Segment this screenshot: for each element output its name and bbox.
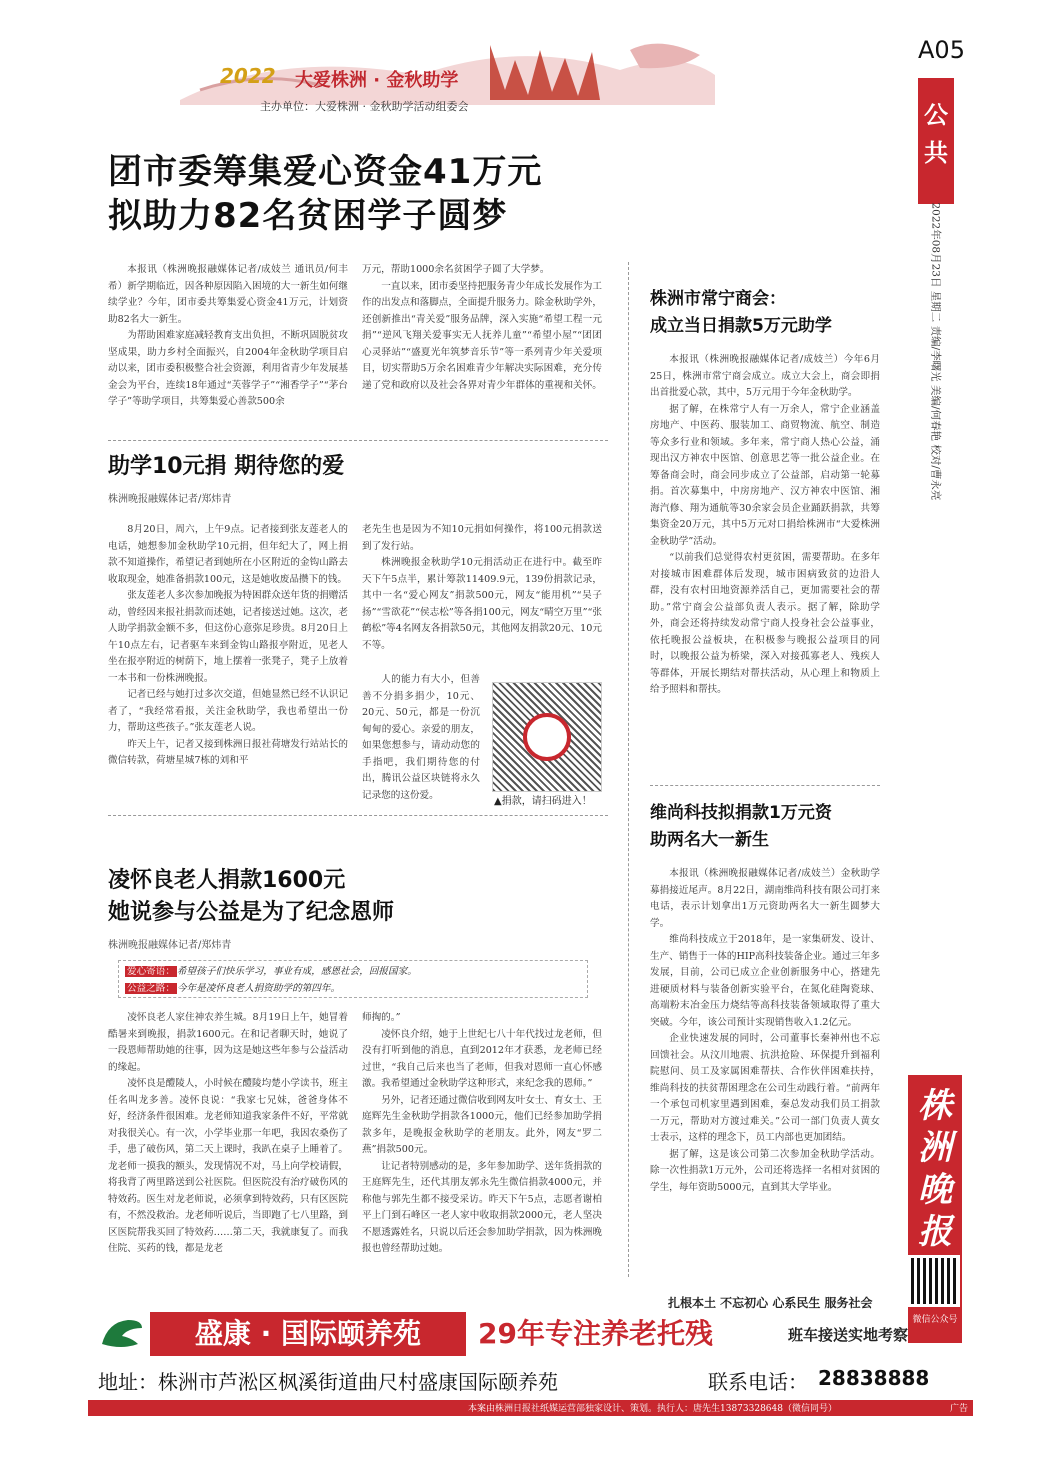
advertisement[interactable] xyxy=(88,1290,973,1420)
article2-title: 助学10元捐 期待您的爱 xyxy=(108,454,345,479)
column-divider xyxy=(628,262,629,1277)
divider xyxy=(108,440,608,441)
right2-body: 本报讯（株洲晚报融媒体记者/成妓兰）金秋助学募捐接近尾声。8月22日，湖南维尚科技有限公司打来电话，表示计划拿出1万元资助两名大一新生圆梦大学。 维尚科技成立于2018年，是一家集研发、设计、生产、销售于一体的HIP高科技装备企业。通过三年多发展，目前，公司已成立企业创新服务中心，搭建先进硬质材料与装备创新实验平台，在氮化硅陶瓷球、高端粉末冶金压力烧结等高科技装备领域取得了重大突破。今年，该公司预计实现销售收入1.2亿元。 企业快速发展的同时，公司董事长秦神州也不忘回馈社会。从汶川地震、抗洪抢险、环保提升到福利院慰问、员工及家属困难帮扶、合作伙伴困难扶持，维尚科技的扶贫帮困理念在公司生动践行着。“前两年一个承包司机家里遇到困难，秦总发动我们员工捐款一万元，帮助对方渡过难关。”公司一部门负责人黄女士表示，这样的理念下，员工内部也更加团结。 据了解，这是该公司第二次参加金秋助学活动。除一次性捐款1万元外，公司还将选择一名相对贫困的学生，每年资助5000元，直到其大学毕业。 xyxy=(650,868,880,1193)
wish-label: 爱心寄语： xyxy=(127,966,175,977)
article3-byline: 株洲晚报融媒体记者/郑炜青 xyxy=(108,940,232,951)
article2-col2: 老先生也是因为不知10元捐如何操作，将100元捐款送到了发行站。 株洲晚报金秋助学10元捐活动正在进行中。截至昨天下午5点半，累计筹款11409.9元，139份捐款记录，其中一名“爱心网友”捐款500元，网友“能用机”“吴子扬”“雪欲花”“侯志松”等各捐100元，网友“晴空万里”“张鹤松”等4名网友各捐款50元，其他网友捐款20元、10元不等。 xyxy=(362,524,602,651)
donation-qr-code[interactable] xyxy=(492,682,602,792)
qr-caption: ▲捐款，请扫码进入！ xyxy=(494,796,592,807)
ad-address: 地址：株洲市芦淞区枫溪街道曲尺村盛康国际颐养苑 xyxy=(98,1370,558,1394)
article2-col2-narrow: 人的能力有大小，但善善不分捐多捐少，10元、20元、50元，都是一份沉甸甸的爱心。亲爱的朋友，如果您想参与，请动动您的手指吧，我们期待您的付出，腾讯公益区块链将永久记录您的这份爱。 xyxy=(362,674,480,801)
banner-title: 大爱株洲 · 金秋助学 xyxy=(295,70,459,91)
divider xyxy=(108,815,608,816)
banner xyxy=(160,30,720,115)
side-info: 2022年08月23日 星期二 责编/李曙光 美编/何春艳 校对/曹永亮 xyxy=(929,202,942,501)
main-title-line1: 团市委筹集爱心资金41万元 xyxy=(108,152,543,192)
qr-label: 微信公众号 xyxy=(912,1315,958,1325)
right2-title-line1: 维尚科技拟捐款1万元资 xyxy=(650,803,832,823)
right1-title-line1: 株洲市常宁商会： xyxy=(650,289,786,309)
main-col1: 本报讯（株洲晚报融媒体记者/成妓兰 通讯员/何丰希）新学期临近，因各种原因陷入困境的大一新生如何继续学业？今年，团市委共筹集爱心资金41万元，计划资助82名大一新生。 为帮助困难家庭减轻教育支出负担，不断巩固脱贫攻坚成果，助力乡村全面振兴，自2004年金秋助学项目启动以来，团市委积极整合社会资源，利用省青少年发展基金会为平台，连续18年通过“芙蓉学子”“湘香学子”“茅台学子”等助学项目，共筹集爱心善款500余 xyxy=(108,264,348,407)
ad-headline: 29年专注养老托残 xyxy=(478,1317,713,1350)
divider xyxy=(650,785,880,786)
right1-body: 本报讯（株洲晚报融媒体记者/成妓兰）今年6月25日，株洲市常宁商会成立。成立大会上，商会即捐出首批爱心款，其中，5万元用于今年金秋助学。 据了解，在株常宁人有一万余人，常宁企业涵盖房地产、中医药、服装加工、商贸物流、航空、制造等众多行业和领域。多年来，常宁商人热心公益，涌现出汉方神农中医馆、创意思艺等一批公益企业。在筹备商会时，商会同步成立了公益部，启动第一轮募捐。首次募集中，中房房地产、汉方神农中医馆、湘海汽修、翔为通航等30余家会员企业踊跃捐款，共筹集资金20万元，其中5万元对口捐给株洲市“大爱株洲 金秋助学”活动。 “以前我们总觉得农村更贫困，需要帮助。在多年对接城市困难群体后发现，城市困病致贫的边沿人群，没有农村田地资源养活自己，更加需要社会的帮助。”常宁商会公益部负责人表示。据了解，除助学外，商会还将持续发动常宁商人投身社会公益事业，依托晚报公益板块，在积极参与晚报公益项目的同时，以晚报公益为桥梁，深入对接孤寡老人、残疾人等群体，开展长期结对帮扶活动，从心理上和物质上给予照料和帮扶。 xyxy=(650,354,880,695)
section-label: 公共 xyxy=(924,101,948,167)
right2-title-line2: 助两名大一新生 xyxy=(650,830,769,850)
masthead-logo: 株洲晚报 xyxy=(918,1086,952,1252)
ad-phone-label: 联系电话： xyxy=(708,1370,808,1394)
ad-tag: 广告 xyxy=(950,1404,969,1414)
banner-organizer: 主办单位：大爱株洲 · 金秋助学活动组委会 xyxy=(260,100,469,113)
banner-year: 2022 xyxy=(220,64,276,88)
article3-col2: 师掏的。” 凌怀良介绍，她于上世纪七八十年代找过龙老师，但没有打听到他的消息，直到2012年才获悉，龙老师已经过世，“我自己后来也当了老师，但我对恩师一直心怀感激。我希望通过金秋助学这种形式，来纪念我的恩师。” 另外，记者还通过微信收到网友叶女士、育女士、王庭辉先生金秋助学捐款各1000元，他们已经参加助学捐款多年，是晚报金秋助学的老朋友。此外，网友“罗二燕”捐款500元。 让记者特别感动的是，多年参加助学、送年货捐款的王庭辉先生，还代其朋友郭永先生微信捐款4000元，并称他与郭先生都不接受采访。昨天下午5点，志愿者谢柏平上门到石峰区一老人家中收取捐款2000元，老人坚决不愿透露姓名，只说以后还会参加助学捐款，因为株洲晚报也曾经帮助过她。 xyxy=(362,1012,602,1254)
ad-brand: 盛康 · 国际颐养苑 xyxy=(150,1312,466,1356)
article3-title-line2: 她说参与公益是为了纪念恩师 xyxy=(108,900,395,925)
right1-title-line2: 成立当日捐款5万元助学 xyxy=(650,316,832,336)
article3-quote-box: 爱心寄语： 希望孩子们快乐学习，事业有成，感恩社会，回报国家。 公益之路： 今年是凌怀良老人捐资助学的第四年。 xyxy=(118,960,588,998)
main-title-line2: 拟助力82名贫困学子圆梦 xyxy=(108,196,508,236)
ad-phone[interactable]: 28838888 xyxy=(818,1366,930,1390)
hand-leaf-logo-icon xyxy=(98,1314,146,1354)
article3-title-line1: 凌怀良老人捐款1600元 xyxy=(108,868,346,893)
ad-footer-text: 本案由株洲日报社纸媒运营部独家设计、策划。执行人：唐先生13873328648（微信同号） xyxy=(468,1404,837,1414)
article2-byline: 株洲晚报融媒体记者/郑炜青 xyxy=(108,494,232,505)
ad-slogan-top: 扎根本土 不忘初心 心系民生 服务社会 xyxy=(668,1296,873,1310)
path-label: 公益之路： xyxy=(127,983,175,994)
ad-slogan-right: 班车接送实地考察 xyxy=(788,1326,909,1344)
page-number: A05 xyxy=(918,36,965,64)
article2-col1: 8月20日，周六，上午9点。记者接到张友莲老人的电话，她想参加金秋助学10元捐，但年纪大了，网上捐款不知道操作，希望记者到她所在小区附近的金钩山路去收取现金，她准备捐款100元，这是她收废品攒下的钱。 张友莲老人多次参加晚报为特困群众送年货的捐赠活动，曾经因来报社捐款而述她，记者接送过她。这次，老人助学捐款金额不多，但这份心意弥足珍贵。8月20日上午10点左右，记者驱车来到金钩山路报亭附近，见老人坐在报亭附近的树荫下，地上摆着一张凳子，凳子上放着一本书和一份株洲晚报。 记者已经与她打过多次交道，但她显然已经不认识记者了，“我经常看报，关注金秋助学，我也希望出一份力，帮助这些孩子。”张友莲老人说。 昨天上午，记者又接到株洲日报社荷塘发行站站长的微信转款，荷塘星城7栋的刘和平 xyxy=(108,524,348,766)
main-col2: 万元，帮助1000余名贫困学子圆了大学梦。 一直以来，团市委坚持把服务青少年成长发展作为工作的出发点和落脚点，全面提升服务力。除金秋助学外，还创新推出“青关爱”服务品牌，深入实施“希望工程一元捐”“逆风飞翔关爱事实无人抚养儿童”“希望小屋”“团团心灵驿站”“盛夏光年筑梦音乐节”等一系列青少年关爱项目，切实帮助5万余名困难青少年解决实际困难，充分传递了党和政府以及社会各界对青少年群体的重视和关怀。 xyxy=(362,264,602,391)
article3-col1: 凌怀良老人家住神农养生城。8月19日上午，她冒着酷暑来到晚报，捐款1600元。在和记者聊天时，她说了一段恩师帮助她的往事，因为这是她这些年参与公益活动的缘起。 凌怀良是醴陵人，小时候在醴陵均楚小学读书，班主任名叫龙多善。凌怀良说：“我家七兄妹，爸爸身体不好，经济条件很困难。龙老师知道我家条件不好，平常就对我很关心。有一次，小学毕业那一年吧，我因农桑伤了手，患了破伤风，第二天上课时，我趴在桌子上睡着了。龙老师一摸我的额头，发现情况不对，马上向学校请假，将我背了两里路送到公社医院。但医院没有治疗破伤风的特效药。医生对龙老师说，必须拿到特效药，只有区医院有，不然没救治。龙老师听说后，当即跑了七八里路，到区医院帮我买回了特效药……第二天，我就康复了。而我住院、买药的钱，都是龙老 xyxy=(108,1012,348,1254)
